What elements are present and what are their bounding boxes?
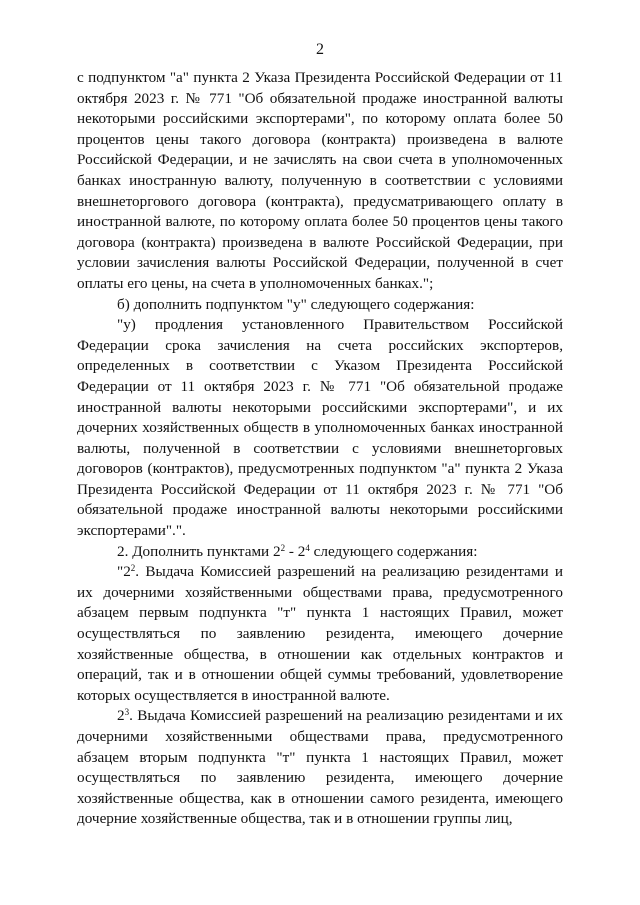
paragraph-text: 2 <box>117 707 125 725</box>
superscript-index: 2 <box>130 563 136 574</box>
paragraph <box>77 706 563 830</box>
paragraph <box>77 542 563 563</box>
paragraph-text: "у) продления установленного Правительством Российской Федерации срока зачисления на счета российских экспортеров, определенных в соответствии с Указом Президента Российской Федерации от 11 октября 2023 г. № 771 "Об обязательной продаже иностранной валюты некоторыми российскими экспортерами", и их дочерних хозяйственных обществ в уполномоченных банках иностранной валюты, полученной в соответствии с условиями внешнеторговых договоров (контрактов), предусмотренных подпунктом "а" пункта 2 Указа Президента Российской Федерации от 11 октября 2023 г. № 771 "Об обязательной продаже иностранной валюты некоторыми российскими экспортерами".". <box>77 316 563 540</box>
paragraph-text: б) дополнить подпунктом "у" следующего содержания: <box>117 295 475 313</box>
superscript-index: 4 <box>305 542 310 553</box>
paragraph-text: . Выдача Комиссией разрешений на реализацию резидентами и их дочерними хозяйственными обществами права, предусмотренного абзацем первым подпункта "т" пункта 1 настоящих Правил, может осуществляться по заявлению резидента, имеющего дочерние хозяйственные общества, в отношении как отдельных контрактов и операций, так и в отношении общей суммы требований, удовлетворение которых осуществляется в иностранной валюте. <box>77 563 563 704</box>
paragraph-text: 2. Дополнить пунктами 2 <box>117 542 281 560</box>
paragraph-text: с подпунктом "а" пункта 2 Указа Президента Российской Федерации от 11 октября 2023 г. № 771 "Об обязательной продаже иностранной валюты некоторыми российскими экспортерами", по которому оплата более 50 процентов цены такого договора (контракта) произведена в валюте Российской Федерации, и не зачислять на свои счета в уполномоченных банках иностранную валюту, полученную в соответствии с условиями внешнеторгового договора (контракта), предусматривающего оплату в иностранной валюте, по которому оплата более 50 процентов цены такого договора (контракта) произведена в валюте Российской Федерации, при условии зачисления валюты Российской Федерации, полученной в счет оплаты его цены, на счета в уполномоченных банках."; <box>77 69 563 292</box>
paragraph <box>77 562 563 706</box>
paragraph <box>77 315 563 542</box>
page-number: 2 <box>316 41 324 58</box>
paragraph-text: . Выдача Комиссией разрешений на реализацию резидентами и их дочерними хозяйственными обществами права, предусмотренного абзацем вторым подпункта "т" пункта 1 настоящих Правил, может осуществляться по заявлению резидента, имеющего дочерние хозяйственные общества, как в отношении самого резидента, имеющего дочерние хозяйственные общества, так и в отношении группы лиц, <box>77 707 563 828</box>
superscript-index: 3 <box>124 707 130 718</box>
paragraph-text: - 2 <box>285 542 306 560</box>
document-body <box>77 68 563 830</box>
superscript-index: 2 <box>280 542 286 553</box>
paragraph <box>77 295 563 316</box>
paragraph-text: следующего содержания: <box>309 542 478 560</box>
paragraph-text: "2 <box>117 563 131 581</box>
paragraph <box>77 68 563 295</box>
